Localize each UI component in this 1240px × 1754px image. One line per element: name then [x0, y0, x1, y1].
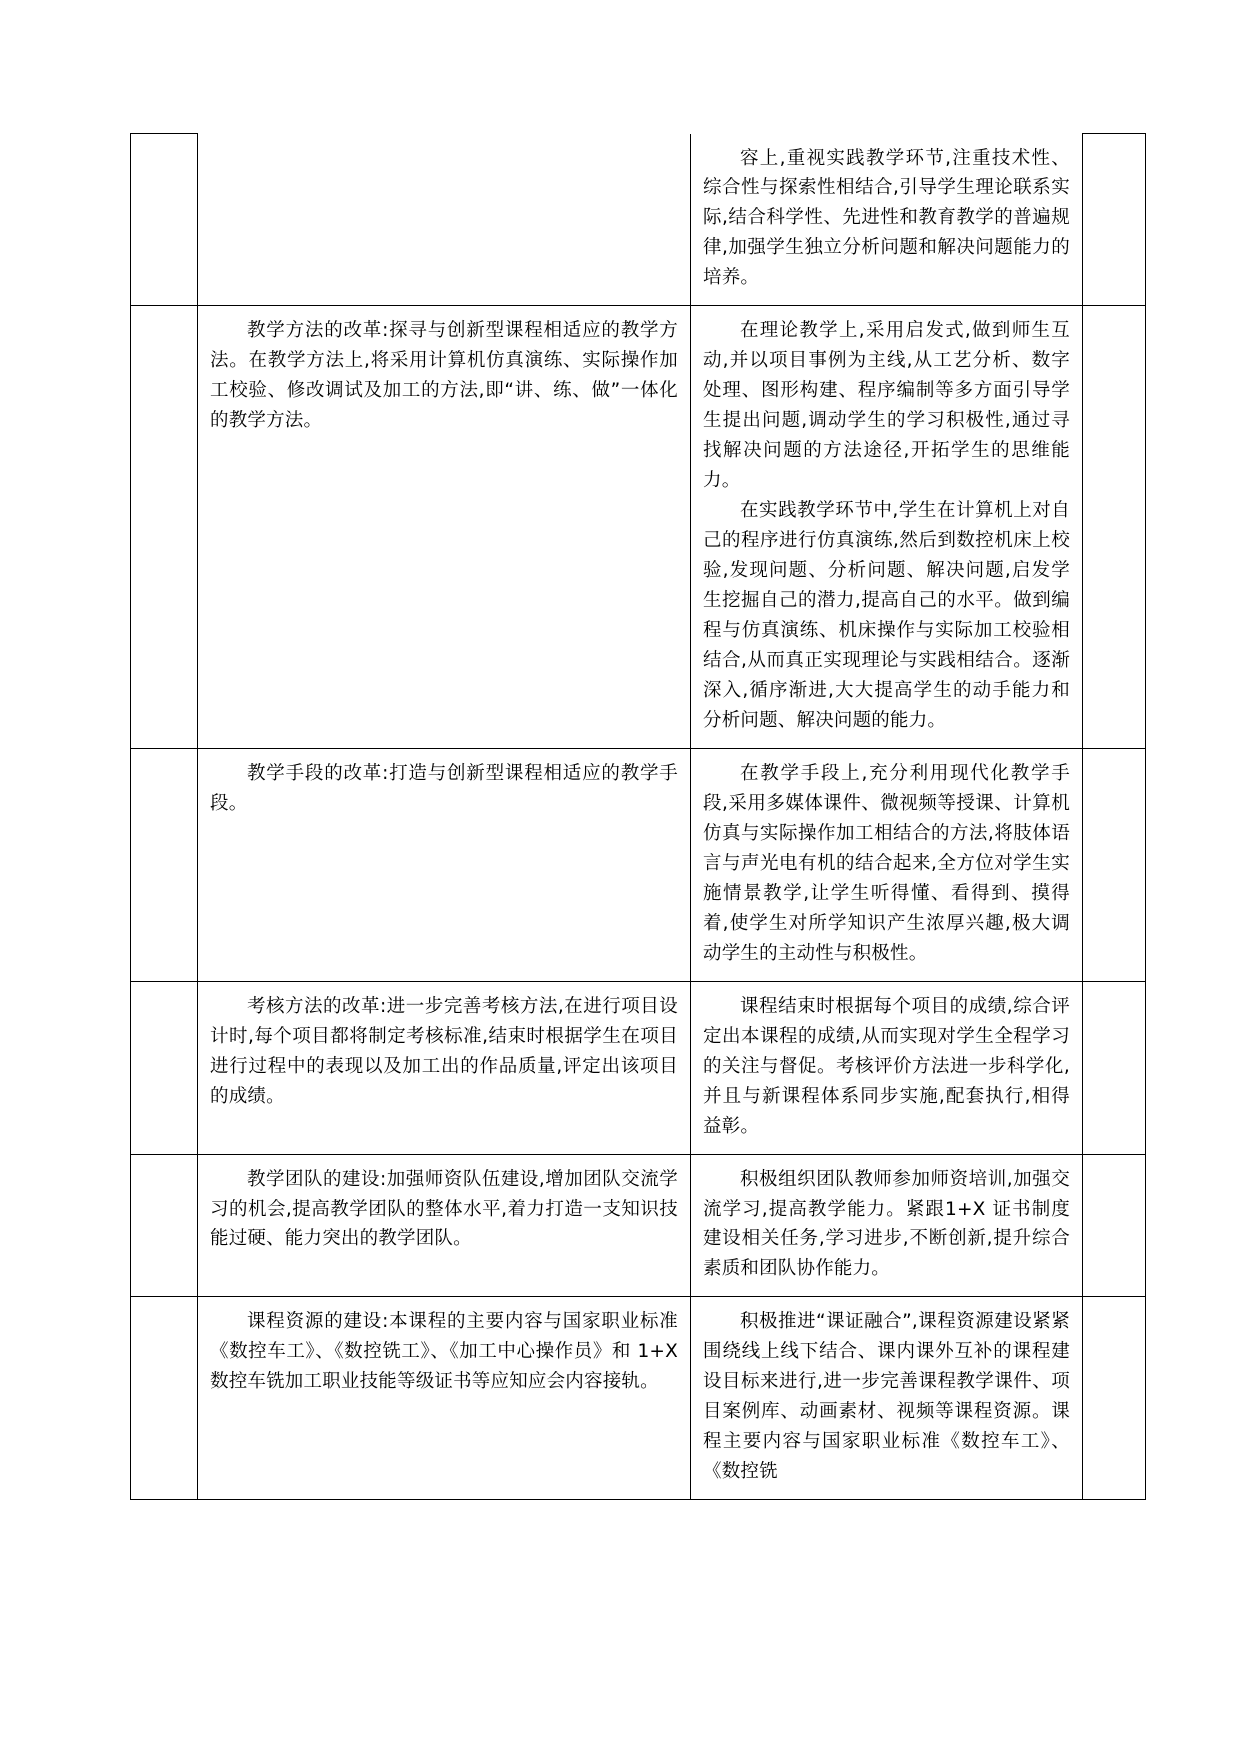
paragraph: 考核方法的改革:进一步完善考核方法,在进行项目设计时,每个项目都将制定考核标准,结束时根据学生在项目进行过程中的表现以及加工出的作品质量,评定出该项目的成绩。 — [210, 995, 678, 1107]
reform-item-cell — [198, 306, 691, 749]
edge-cell — [1083, 306, 1146, 749]
paragraph: 教学手段的改革:打造与创新型课程相适应的教学手段。 — [210, 762, 678, 814]
paragraph: 容上,重视实践教学环节,注重技术性、综合性与探索性相结合,引导学生理论联系实际,结合科学性、先进性和教育教学的普遍规律,加强学生独立分析问题和解决问题能力的培养。 — [703, 147, 1070, 289]
row-label-cell — [131, 748, 198, 981]
reform-detail-cell — [691, 748, 1083, 981]
paragraph: 在教学手段上,充分利用现代化教学手段,采用多媒体课件、微视频等授课、计算机仿真与实际操作加工相结合的方法,将肢体语言与声光电有机的结合起来,全方位对学生实施情景教学,让学生听得懂、看得到、摸得着,使学生对所学知识产生浓厚兴趣,极大调动学生的主动性与积极性。 — [703, 762, 1070, 964]
paragraph: 教学方法的改革:探寻与创新型课程相适应的教学方法。在教学方法上,将采用计算机仿真演练、实际操作加工校验、修改调试及加工的方法,即“讲、练、做”一体化的教学方法。 — [210, 320, 678, 432]
table-row — [131, 134, 1146, 306]
edge-cell — [1083, 981, 1146, 1154]
reform-item-cell — [198, 748, 691, 981]
paragraph: 课程结束时根据每个项目的成绩,综合评定出本课程的成绩,从而实现对学生全程学习的关注与督促。考核评价方法进一步科学化,并且与新课程体系同步实施,配套执行,相得益彰。 — [703, 995, 1070, 1137]
table-row — [131, 748, 1146, 981]
table-row — [131, 981, 1146, 1154]
paragraph: 积极推进“课证融合”,课程资源建设紧紧围绕线上线下结合、课内课外互补的课程建设目标来进行,进一步完善课程教学课件、项目案例库、动画素材、视频等课程资源。课程主要内容与国家职业标准《数控车工》、《数控铣 — [703, 1311, 1070, 1483]
reform-detail-cell — [691, 1154, 1083, 1297]
reform-detail-cell — [691, 306, 1083, 749]
reform-detail-cell — [691, 981, 1083, 1154]
row-label-cell — [131, 1297, 198, 1500]
row-label-cell — [131, 1154, 198, 1297]
edge-cell — [1083, 748, 1146, 981]
row-label-cell — [131, 306, 198, 749]
reform-item-cell — [198, 134, 691, 306]
edge-cell — [1083, 134, 1146, 306]
reform-detail-cell — [691, 1297, 1083, 1500]
table-body — [131, 134, 1146, 1500]
reform-item-cell — [198, 1297, 691, 1500]
table-row — [131, 1297, 1146, 1500]
paragraph: 在实践教学环节中,学生在计算机上对自己的程序进行仿真演练,然后到数控机床上校验,发现问题、分析问题、解决问题,启发学生挖掘自己的潜力,提高自己的水平。做到编程与仿真演练、机床操作与实际加工校验相结合,从而真正实现理论与实践相结合。逐渐深入,循序渐进,大大提高学生的动手能力和分析问题、解决问题的能力。 — [703, 500, 1070, 731]
paragraph: 教学团队的建设:加强师资队伍建设,增加团队交流学习的机会,提高教学团队的整体水平,着力打造一支知识技能过硬、能力突出的教学团队。 — [210, 1168, 678, 1250]
reform-item-cell — [198, 1154, 691, 1297]
table-row — [131, 306, 1146, 749]
edge-cell — [1083, 1154, 1146, 1297]
curriculum-reform-table — [130, 133, 1146, 1500]
paragraph: 在理论教学上,采用启发式,做到师生互动,并以项目事例为主线,从工艺分析、数字处理、图形构建、程序编制等多方面引导学生提出问题,调动学生的学习积极性,通过寻找解决问题的方法途径,开拓学生的思维能力。 — [703, 320, 1070, 492]
table-row — [131, 1154, 1146, 1297]
edge-cell — [1083, 1297, 1146, 1500]
reform-detail-cell — [691, 134, 1083, 306]
paragraph: 课程资源的建设:本课程的主要内容与国家职业标准《数控车工》、《数控铣工》、《加工中心操作员》和 1+X 数控车铣加工职业技能等级证书等应知应会内容接轨。 — [210, 1311, 678, 1393]
reform-item-cell — [198, 981, 691, 1154]
paragraph: 积极组织团队教师参加师资培训,加强交流学习,提高教学能力。紧跟1+X 证书制度建设相关任务,学习进步,不断创新,提升综合素质和团队协作能力。 — [703, 1168, 1070, 1280]
row-label-cell — [131, 981, 198, 1154]
row-label-cell — [131, 134, 198, 306]
